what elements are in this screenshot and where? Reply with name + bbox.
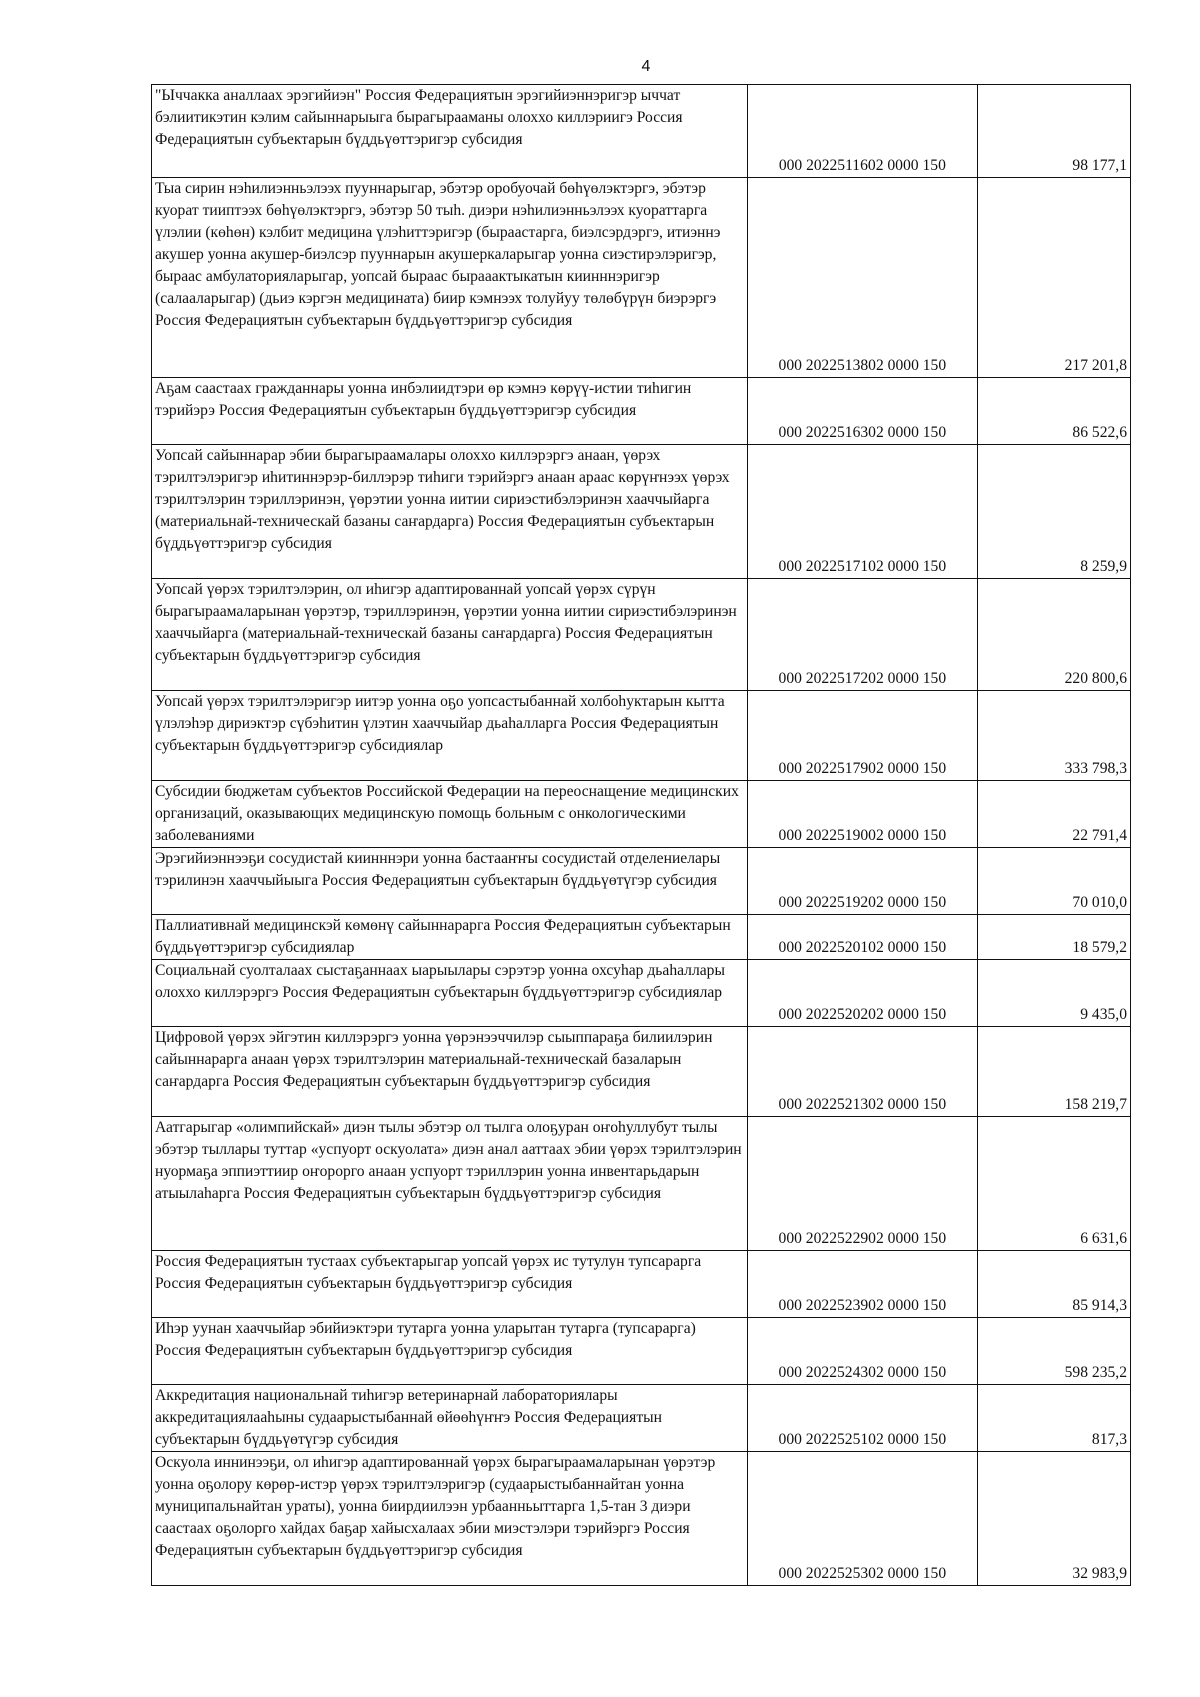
row-description: Аҕам саастаах гражданнары уонна инбэлиидтэри өр кэмнэ көрүү-истии тиһигин тэрийэрэ Россия Федерациятын субъектарын бүддьүөттэригэр субсидия	[152, 378, 748, 445]
row-amount: 220 800,6	[978, 579, 1131, 691]
row-description: Уопсай үөрэх тэрилтэлэрин, ол иһигэр адаптированнай уопсай үөрэх сүрүн бырагыраамаларынан үөрэтэр, тэриллэринэн, үөрэтии уонна иитии сириэстибэлэринэн хааччыйарга (материальнай-техническай базаны саҥардарга) Россия Федерациятын субъектарын бүддьүөттэригэр субсидия	[152, 579, 748, 691]
table-row	[152, 178, 1131, 378]
row-description: "Ыччакка аналлаах эрэгийиэн" Россия Федерациятын эрэгийиэннэригэр ыччат бэлиитикэтин кэлим сайыннарыыга бырагырааманы олоххо киллэриигэ Россия Федерациятын субъектарын бүддьүөттэригэр субсидия	[152, 85, 748, 178]
row-budget-code: 000 2022513802 0000 150	[747, 178, 977, 378]
row-budget-code: 000 2022524302 0000 150	[747, 1318, 977, 1385]
row-description: Иһэр уунан хааччыйар эбийиэктэри тутарга уонна уларытан тутарга (тупсарарга) Россия Федерациятын субъектарын бүддьүөттэригэр субсидия	[152, 1318, 748, 1385]
row-amount: 86 522,6	[978, 378, 1131, 445]
row-amount: 598 235,2	[978, 1318, 1131, 1385]
row-description: Аатгарыгар «олимпийскай» диэн тылы эбэтэр ол тылга олоҕуран оҥоһуллубут тылы эбэтэр тыллары туттар «успуорт оскуолата» диэн анал ааттаах эбии үөрэх тэрилтэлэрин нуормаҕа эппиэттиир оҥорорго анаан успуорт тэриллэрин уонна инвентарьдарын атыылаһарга Россия Федерациятын субъектарын бүддьүөттэригэр субсидия	[152, 1117, 748, 1251]
row-budget-code: 000 2022511602 0000 150	[747, 85, 977, 178]
row-budget-code: 000 2022525102 0000 150	[747, 1385, 977, 1452]
row-amount: 98 177,1	[978, 85, 1131, 178]
row-description: Социальнай суолталаах сыстаҕаннаах ыарыылары сэрэтэр уонна охсуһар дьаһаллары олоххо киллэрэргэ Россия Федерациятын субъектарын бүддьүөттэригэр субсидиялар	[152, 960, 748, 1027]
row-description: Субсидии бюджетам субъектов Российской Федерации на переоснащение медицинских организаций, оказывающих медицинскую помощь больным с онкологическими заболеваниями	[152, 781, 748, 848]
row-budget-code: 000 2022520102 0000 150	[747, 915, 977, 960]
table-row	[152, 1251, 1131, 1318]
page-number: 4	[641, 58, 651, 75]
row-amount: 8 259,9	[978, 445, 1131, 579]
row-amount: 817,3	[978, 1385, 1131, 1452]
row-description: Аккредитация национальнай тиһигэр ветеринарнай лабораториялары аккредитациялааһыны судаарыстыбаннай өйөөһүҥҥэ Россия Федерациятын субъектарын бүддьүөтүгэр субсидия	[152, 1385, 748, 1452]
row-amount: 18 579,2	[978, 915, 1131, 960]
table-row	[152, 85, 1131, 178]
row-budget-code: 000 2022525302 0000 150	[747, 1452, 977, 1586]
row-description: Эрэгийиэннээҕи сосудистай киинннэри уонна бастааҥҥы сосудистай отделениелары тэрилинэн хааччыйыыга Россия Федерациятын субъектарын бүддьүөтүгэр субсидия	[152, 848, 748, 915]
row-budget-code: 000 2022517202 0000 150	[747, 579, 977, 691]
row-budget-code: 000 2022520202 0000 150	[747, 960, 977, 1027]
table-row	[152, 1027, 1131, 1117]
row-budget-code: 000 2022519202 0000 150	[747, 848, 977, 915]
row-budget-code: 000 2022521302 0000 150	[747, 1027, 977, 1117]
row-amount: 6 631,6	[978, 1117, 1131, 1251]
row-amount: 22 791,4	[978, 781, 1131, 848]
table-row	[152, 1117, 1131, 1251]
row-amount: 32 983,9	[978, 1452, 1131, 1586]
row-description: Тыа сирин нэһилиэнньэлээх пууннарыгар, эбэтэр оробуочай бөһүөлэктэргэ, эбэтэр куорат тииптээх бөһүөлэктэргэ, эбэтэр 50 тыһ. диэри нэһилиэнньэлээх куораттарга үлэлии (көһөн) кэлбит медицина үлэһиттэригэр (быраастарга, биэлсэрдэргэ, итиэннэ акушер уонна акушер-биэлсэр пууннарын акушеркаларыгар уонна сиэстирэлэригэр, быраас амбулаторияларыгар, уопсай быраас бырааактыкатын киинннэригэр (салааларыгар) (дьиэ кэргэн медицината) биир кэмнээх толуйуу төлөбүрүн биэрэргэ Россия Федерациятын субъектарын бүддьүөттэригэр субсидия	[152, 178, 748, 378]
table-row	[152, 445, 1131, 579]
row-budget-code: 000 2022522902 0000 150	[747, 1117, 977, 1251]
table-row	[152, 378, 1131, 445]
subsidy-table	[151, 84, 1131, 1586]
table-row	[152, 1385, 1131, 1452]
table-row	[152, 781, 1131, 848]
row-budget-code: 000 2022517902 0000 150	[747, 691, 977, 781]
table-row	[152, 1452, 1131, 1586]
table-row	[152, 915, 1131, 960]
row-amount: 70 010,0	[978, 848, 1131, 915]
row-description: Уопсай үөрэх тэрилтэлэригэр иитэр уонна оҕо уопсастыбаннай холбоһуктарын кытта үлэлэһэр дириэктэр сүбэһитин үлэтин хааччыйар дьаһалларга Россия Федерациятын субъектарын бүддьүөттэригэр субсидиялар	[152, 691, 748, 781]
table-row	[152, 848, 1131, 915]
row-budget-code: 000 2022519002 0000 150	[747, 781, 977, 848]
row-amount: 217 201,8	[978, 178, 1131, 378]
row-description: Уопсай сайыннарар эбии бырагыраамалары олоххо киллэрэргэ анаан, үөрэх тэрилтэлэригэр иһитиннэрэр-биллэрэр тиһиги тэрийэргэ анаан араас көрүҥнээх үөрэх тэрилтэлэрин тэриллэринэн, үөрэтии уонна иитии сириэстибэлэринэн хааччыйарга (материальнай-техническай базаны саҥардарга) Россия Федерациятын субъектарын бүддьүөттэригэр субсидия	[152, 445, 748, 579]
row-description: Россия Федерациятын тустаах субъектарыгар уопсай үөрэх ис тутулун тупсарарга Россия Федерациятын субъектарын бүддьүөттэригэр субсидия	[152, 1251, 748, 1318]
row-amount: 333 798,3	[978, 691, 1131, 781]
table-row	[152, 691, 1131, 781]
table-row	[152, 1318, 1131, 1385]
row-description: Паллиативнай медицинскэй көмөнү сайыннарарга Россия Федерациятын субъектарын бүддьүөттэригэр субсидиялар	[152, 915, 748, 960]
row-budget-code: 000 2022516302 0000 150	[747, 378, 977, 445]
row-description: Цифровой үөрэх эйгэтин киллэрэргэ уонна үөрэнээччилэр сыыппараҕа билиилэрин сайыннарарга анаан үөрэх тэрилтэлэрин материальнай-техническай базаларын саҥардарга Россия Федерациятын субъектарын бүддьүөттэригэр субсидия	[152, 1027, 748, 1117]
table-row	[152, 960, 1131, 1027]
row-budget-code: 000 2022517102 0000 150	[747, 445, 977, 579]
row-amount: 9 435,0	[978, 960, 1131, 1027]
row-amount: 85 914,3	[978, 1251, 1131, 1318]
table-row	[152, 579, 1131, 691]
row-budget-code: 000 2022523902 0000 150	[747, 1251, 977, 1318]
row-amount: 158 219,7	[978, 1027, 1131, 1117]
row-description: Оскуола иннинээҕи, ол иһигэр адаптированнай үөрэх бырагыраамаларынан үөрэтэр уонна оҕолору көрөр-истэр үөрэх тэрилтэлэригэр (судаарыстыбаннайтан уонна муниципальнайтан ураты), уонна биирдиилээн урбаанньыттарга 1,5-тан 3 диэри саастаах оҕолорго хайдах баҕар хайысхалаах эбии миэстэлэри тэрийэргэ Россия Федерациятын субъектарын бүддьүөттэригэр субсидия	[152, 1452, 748, 1586]
